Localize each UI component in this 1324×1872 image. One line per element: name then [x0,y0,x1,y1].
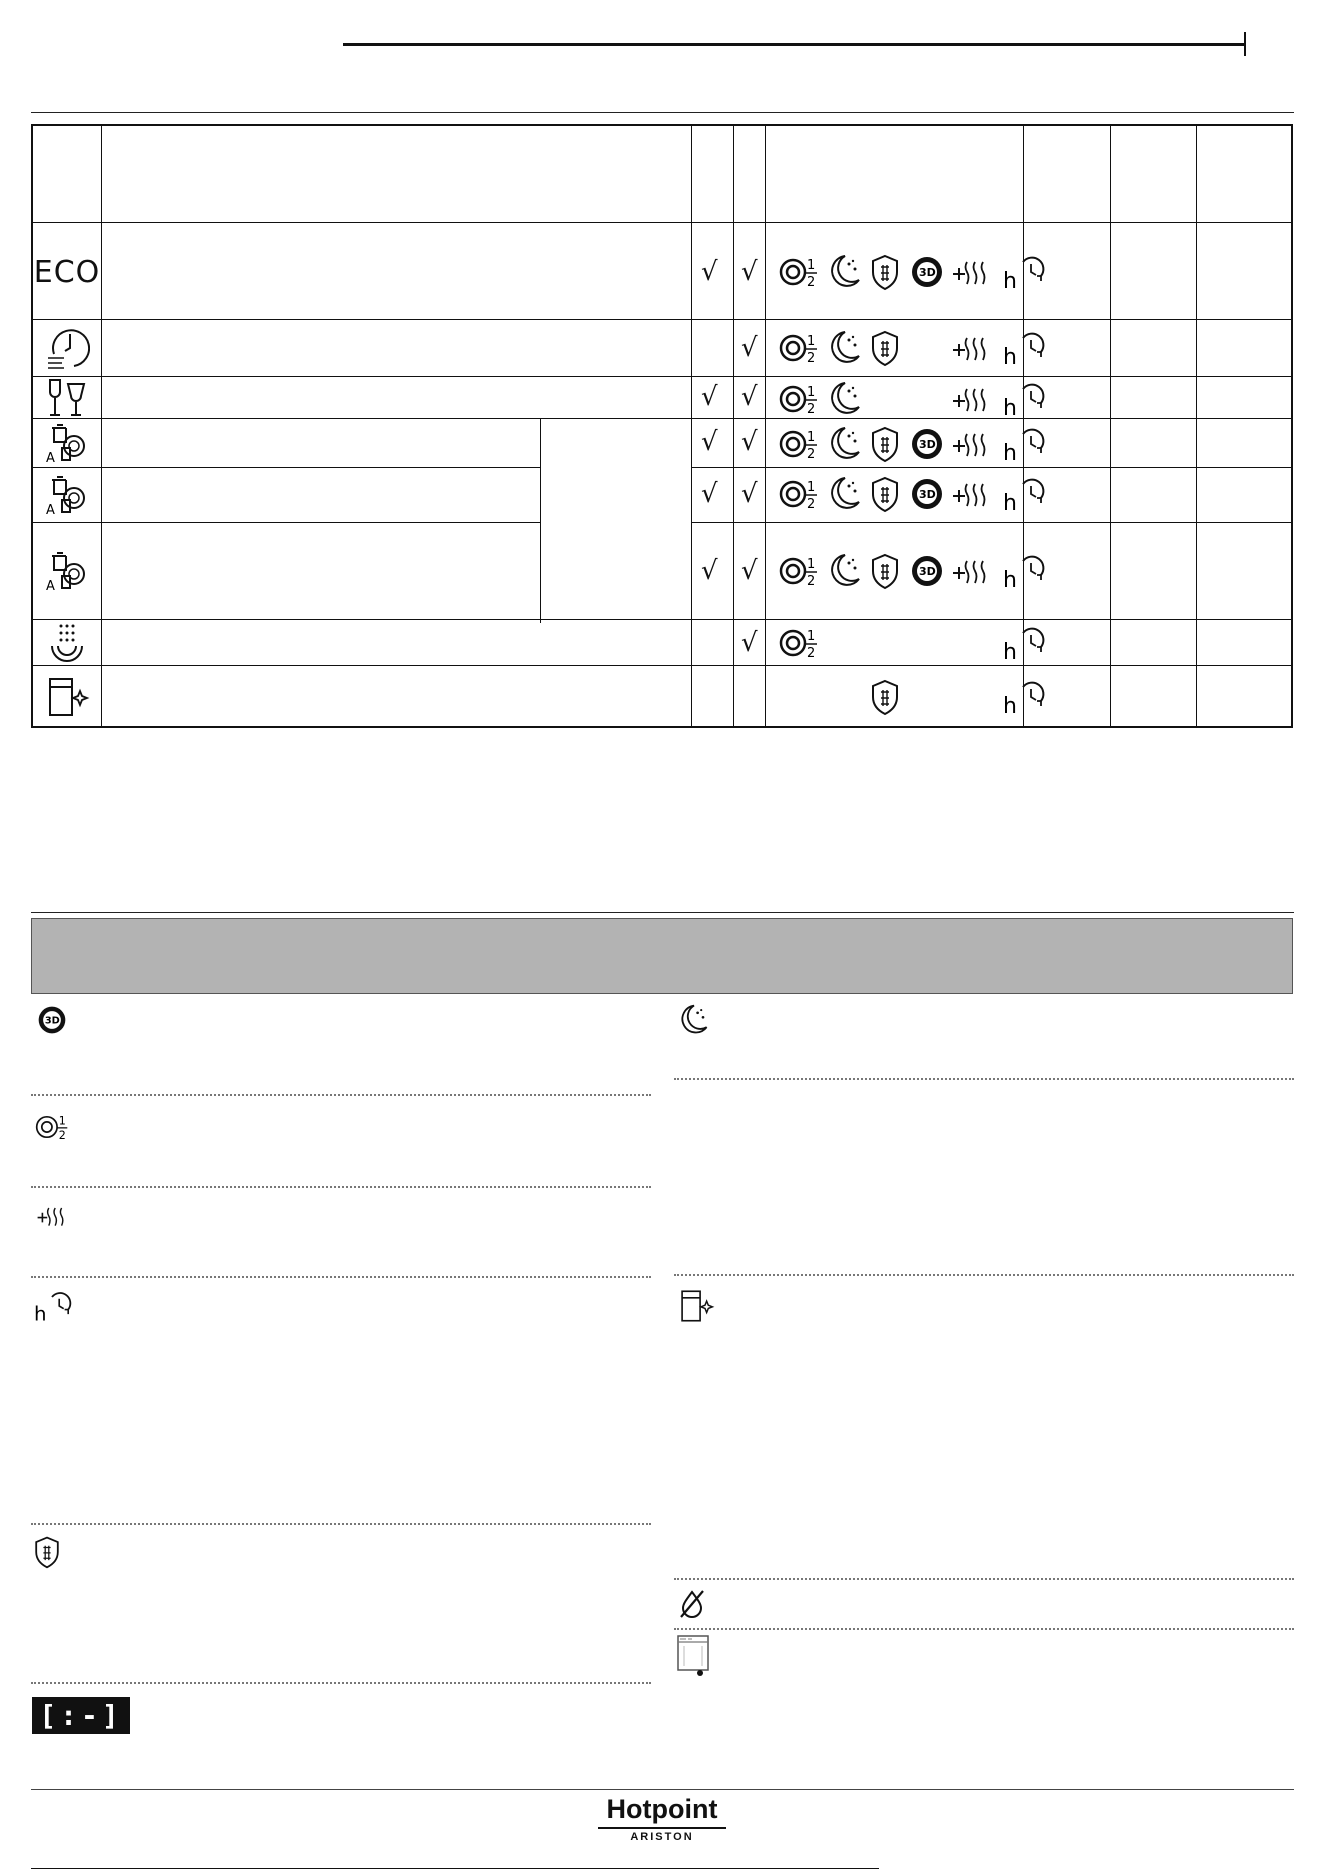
svg-text:1: 1 [807,629,816,644]
delay-start-icon [1001,379,1045,419]
table-col-divider [691,126,692,726]
extra-dry-icon [949,474,993,514]
dotted-separator [31,1523,651,1525]
svg-text:h: h [34,1302,47,1324]
check-mark: √ [741,333,758,363]
svg-text:3D: 3D [919,438,936,451]
svg-text:2: 2 [58,1128,66,1142]
svg-text:2: 2 [807,497,816,512]
machine-care-icon [38,670,96,724]
3d-zone-icon [909,551,945,591]
machine-care-icon [676,1288,716,1324]
dotted-separator [31,1682,651,1684]
quick-clock-icon [38,323,96,373]
3d-zone-icon [36,1004,68,1036]
svg-text:1: 1 [58,1114,66,1128]
svg-text:h: h [1003,396,1017,419]
hygiene-shield-icon [869,677,901,717]
option-icons-row [779,379,1051,419]
svg-text:h: h [1003,269,1017,292]
half-load-icon [779,379,819,419]
option-icons-row [779,551,1051,591]
bottom-rule [31,1868,879,1869]
svg-text:3D: 3D [919,266,936,279]
table-row-divider [33,467,101,468]
night-icon [827,252,863,292]
extra-dry-icon [949,424,993,464]
table-row-divider [101,522,540,523]
delay-start-icon [32,1288,72,1324]
no-rinse-aid-icon [676,1588,708,1620]
dotted-separator [31,1186,651,1188]
table-col-divider [733,126,734,726]
delay-start-icon [1001,677,1045,717]
dotted-separator [674,1628,1294,1630]
hygiene-shield-icon [869,328,901,368]
option-icons-row [779,677,1051,717]
table-col-divider [1196,126,1197,726]
svg-text:h: h [1003,345,1017,368]
check-mark: √ [701,479,718,509]
3d-zone-icon [909,424,945,464]
half-load-icon [779,474,819,514]
table-row-divider [33,222,1291,223]
delay-start-icon [1001,551,1045,591]
night-icon [827,424,863,464]
dotted-separator [31,1094,651,1096]
extra-dry-icon [32,1200,72,1232]
svg-text:1: 1 [807,334,816,349]
svg-text:3D: 3D [919,565,936,578]
check-mark: √ [701,257,718,287]
hygiene-shield-icon [32,1534,62,1570]
delay-start-icon [1001,474,1045,514]
svg-text:2: 2 [807,574,816,589]
header-tick [1244,32,1246,56]
auto-pot-icon [38,422,96,464]
half-load-icon [779,424,819,464]
half-load-icon [779,551,819,591]
svg-text:1: 1 [807,385,816,400]
option-icons-row [779,474,1051,514]
hygiene-shield-icon [869,474,901,514]
half-load-icon [779,252,819,292]
auto-pot-icon [38,472,96,518]
table-col-divider [101,126,102,726]
extra-dry-icon [949,252,993,292]
svg-text:h: h [1003,694,1017,717]
dishwasher-icon [674,1632,714,1678]
check-mark: √ [741,257,758,287]
eco-text: ECO [33,254,101,290]
brand-underline [598,1827,726,1829]
night-icon [827,379,863,419]
dotted-separator [674,1578,1294,1580]
option-icons-row [779,328,1051,368]
dotted-separator [674,1078,1294,1080]
section-rule [31,112,1294,113]
check-mark: √ [741,479,758,509]
check-mark: √ [741,628,758,658]
rinse-drops-icon [38,622,96,664]
svg-text:1: 1 [807,557,816,572]
3d-zone-icon [909,252,945,292]
svg-text:1: 1 [807,480,816,495]
option-icons-row [779,623,1051,663]
table-row-divider [33,376,1291,377]
table-row-divider [691,522,1291,523]
delay-start-icon [1001,424,1045,464]
check-mark: √ [701,556,718,586]
extra-dry-icon [949,379,993,419]
extra-dry-icon [949,551,993,591]
svg-text:2: 2 [807,351,816,366]
delay-start-icon [1001,328,1045,368]
auto-pot-icon [38,531,96,611]
eco-label [33,232,101,312]
display-icon [32,1697,130,1734]
half-load-icon [779,623,819,663]
night-icon [827,328,863,368]
check-mark: √ [741,427,758,457]
svg-text:A: A [46,503,55,516]
display-readout: [:-] [39,1699,123,1732]
svg-text:h: h [1003,640,1017,663]
night-icon [827,474,863,514]
section-rule [31,912,1294,913]
svg-text:h: h [1003,441,1017,464]
svg-text:3D: 3D [919,488,936,501]
svg-text:h: h [1003,568,1017,591]
check-mark: √ [741,556,758,586]
table-row-divider [33,418,1291,419]
half-load-icon [34,1110,70,1144]
brand-logo [562,1792,762,1843]
half-load-icon [779,328,819,368]
glasses-icon [38,379,96,417]
option-icons-row [779,424,1051,464]
check-mark: √ [741,382,758,412]
hygiene-shield-icon [869,551,901,591]
table-row-divider [33,665,1291,666]
svg-text:2: 2 [807,275,816,290]
svg-text:2: 2 [807,402,816,417]
check-mark: √ [701,427,718,457]
delay-start-icon [1001,252,1045,292]
table-col-divider [765,126,766,726]
night-icon [827,551,863,591]
3d-zone-icon [909,474,945,514]
svg-text:1: 1 [807,258,816,273]
svg-text:h: h [1003,491,1017,514]
programme-table [31,124,1293,728]
hygiene-shield-icon [869,424,901,464]
brand-name: Hotpoint [606,1794,718,1824]
svg-text:2: 2 [807,646,816,661]
table-col-divider [1110,126,1111,726]
check-mark: √ [701,382,718,412]
svg-text:A: A [46,579,55,592]
hygiene-shield-icon [869,252,901,292]
header-rule [343,43,1246,46]
table-row-divider [33,522,101,523]
options-header-band [31,918,1293,994]
extra-dry-icon [949,328,993,368]
svg-text:1: 1 [807,430,816,445]
svg-text:2: 2 [807,447,816,462]
svg-text:A: A [46,451,55,464]
svg-text:3D: 3D [44,1015,60,1027]
option-icons-row [779,252,1051,292]
dotted-separator [674,1274,1294,1276]
table-row-divider [33,619,1291,620]
brand-subtitle: ARISTON [630,1831,694,1843]
table-row-divider [33,319,1291,320]
dotted-separator [31,1276,651,1278]
table-col-divider [540,418,541,623]
night-icon [676,1002,712,1038]
footer-rule [31,1789,1294,1790]
delay-start-icon [1001,623,1045,663]
table-row-divider [691,467,1291,468]
table-row-divider [101,467,540,468]
